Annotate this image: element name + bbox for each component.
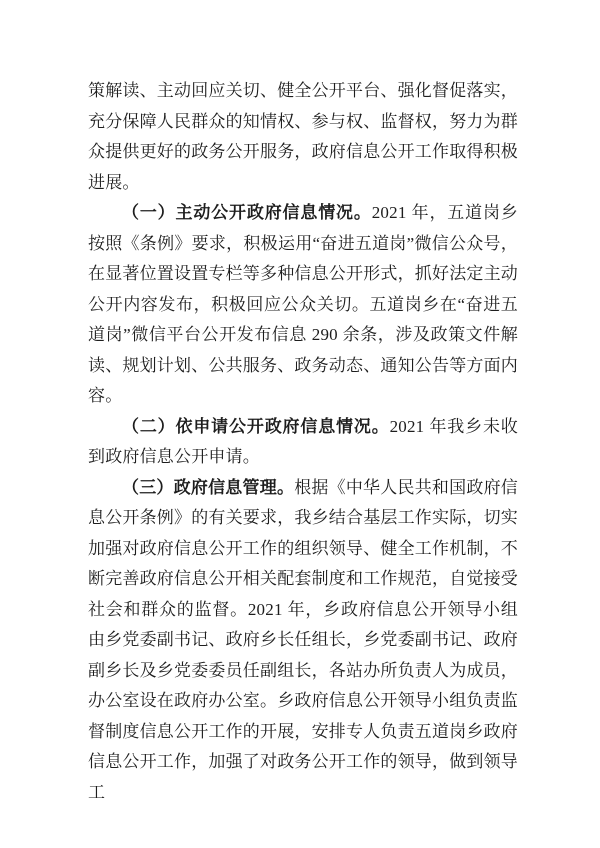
section-heading: （二）依申请公开政府信息情况。 <box>122 416 390 436</box>
document-body <box>88 76 518 808</box>
paragraph-continuation <box>88 76 518 198</box>
paragraph-section-1 <box>88 198 518 412</box>
paragraph-section-3 <box>88 473 518 809</box>
paragraph-text: 2021 年，五道岗乡按照《条例》要求，积极运用“奋进五道岗”微信公众号，在显著位置设置专栏等多种信息公开形式，抓好法定主动公开内容发布，积极回应公众关切。五道岗乡在“奋进五道岗”微信平台公开发布信息 290 余条，涉及政策文件解读、规划计划、公共服务、政务动态、通知公告等方面内容。 <box>88 203 518 405</box>
section-heading: （一）主动公开政府信息情况。 <box>122 203 372 222</box>
paragraph-text: 策解读、主动回应关切、健全公开平台、强化督促落实，充分保障人民群众的知情权、参与权、监督权，努力为群众提供更好的政务公开服务，政府信息公开工作取得积极进展。 <box>88 81 518 192</box>
paragraph-section-2 <box>88 412 518 473</box>
paragraph-text: 根据《中华人民共和国政府信息公开条例》的有关要求，我乡结合基层工作实际，切实加强对政府信息公开工作的组织领导、健全工作机制，不断完善政府信息公开相关配套制度和工作规范，自觉接受社会和群众的监督。2021 年，乡政府信息公开领导小组由乡党委副书记、政府乡长任组长，乡党委副书记、政府副乡长及乡党委委员任副组长，各站办所负责人为成员，办公室设在政府办公室。乡政府信息公开领导小组负责监督制度信息公开工作的开展，安排专人负责五道岗乡政府信息公开工作，加强了对政务公开工作的领导，做到领导工 <box>88 477 519 802</box>
section-heading: （三）政府信息管理。 <box>122 477 295 497</box>
paragraph-text: 2021 年我乡未收到政府信息公开申请。 <box>88 416 518 466</box>
